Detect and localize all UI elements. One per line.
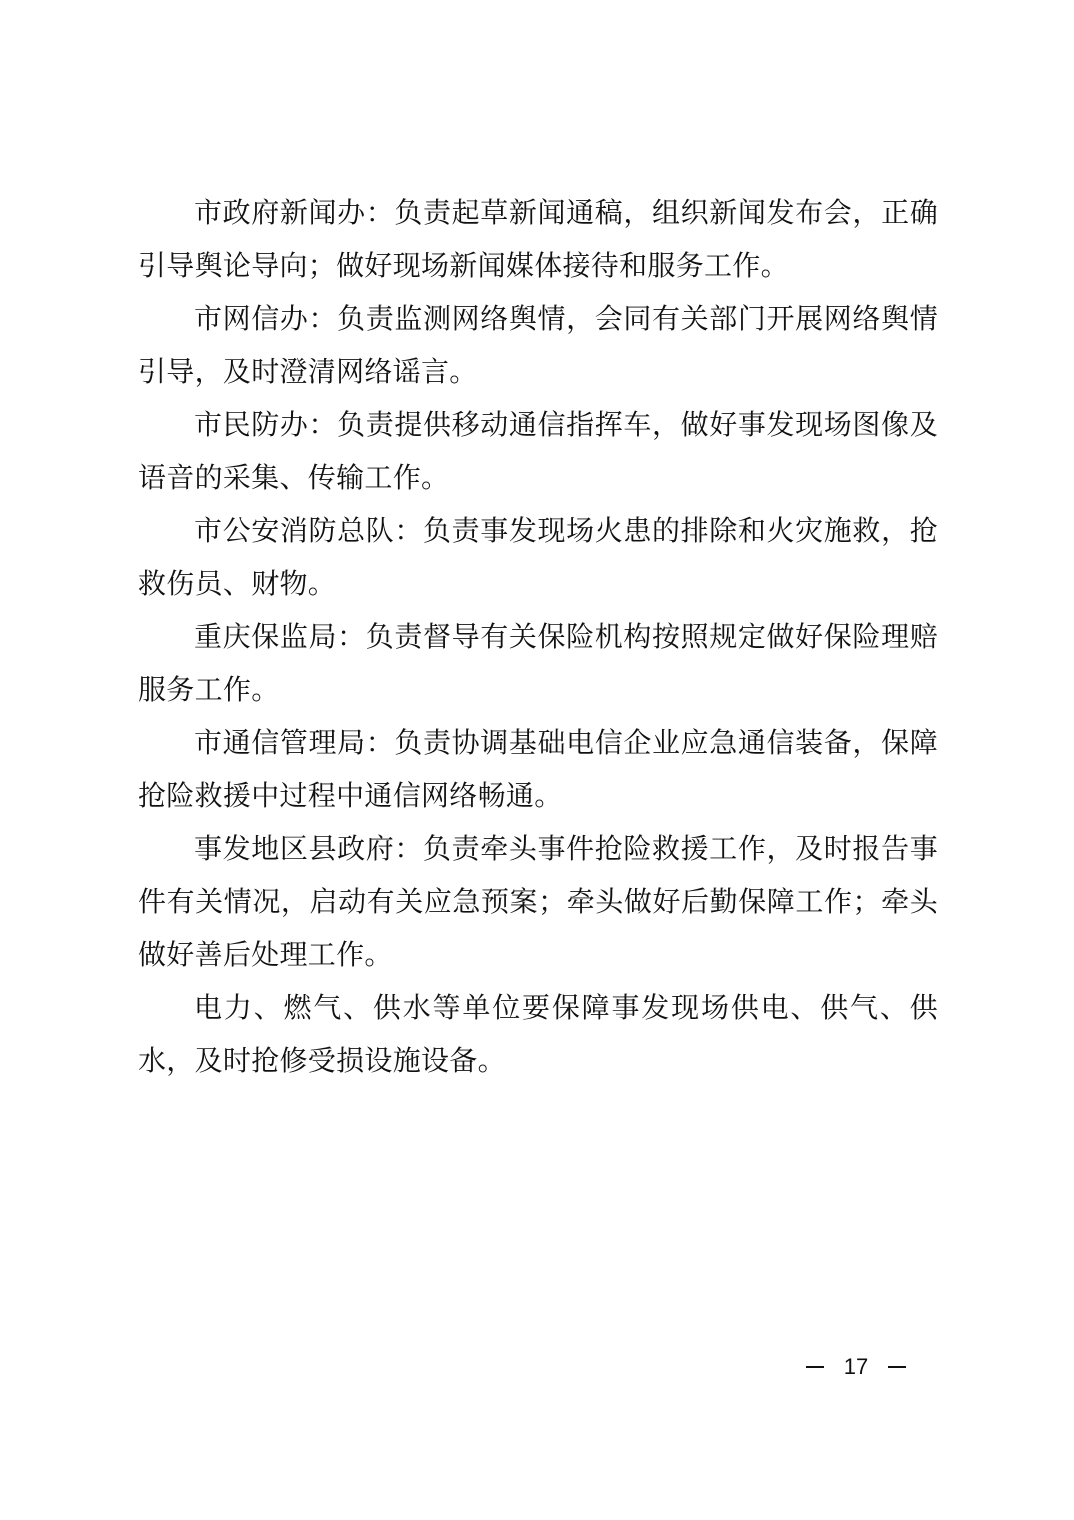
page-number-right-dash bbox=[888, 1366, 906, 1368]
paragraph-insurance-regulator: 重庆保监局：负责督导有关保险机构按照规定做好保险理赔服务工作。 bbox=[138, 620, 938, 706]
paragraph-fire-brigade: 市公安消防总队：负责事发现场火患的排除和火灾施救，抢救伤员、财物。 bbox=[138, 514, 938, 600]
paragraph-utilities: 电力、燃气、供水等单位要保障事发现场供电、供气、供水，及时抢修受损设施设备。 bbox=[138, 991, 938, 1077]
paragraph-cyberspace-office: 市网信办：负责监测网络舆情，会同有关部门开展网络舆情引导，及时澄清网络谣言。 bbox=[138, 302, 938, 388]
paragraph-news-office: 市政府新闻办：负责起草新闻通稿，组织新闻发布会，正确引导舆论导向；做好现场新闻媒体接待和服务工作。 bbox=[138, 196, 938, 282]
page-number-value: 17 bbox=[843, 1354, 869, 1379]
page-number bbox=[806, 1352, 906, 1382]
paragraph-communications-bureau: 市通信管理局：负责协调基础电信企业应急通信装备，保障抢险救援中过程中通信网络畅通。 bbox=[138, 726, 938, 812]
paragraph-civil-defense-office: 市民防办：负责提供移动通信指挥车，做好事发现场图像及语音的采集、传输工作。 bbox=[138, 408, 938, 494]
paragraph-district-government: 事发地区县政府：负责牵头事件抢险救援工作，及时报告事件有关情况，启动有关应急预案；牵头做好后勤保障工作；牵头做好善后处理工作。 bbox=[138, 832, 938, 971]
body-text bbox=[138, 186, 938, 1087]
page-number-left-dash bbox=[806, 1366, 824, 1368]
